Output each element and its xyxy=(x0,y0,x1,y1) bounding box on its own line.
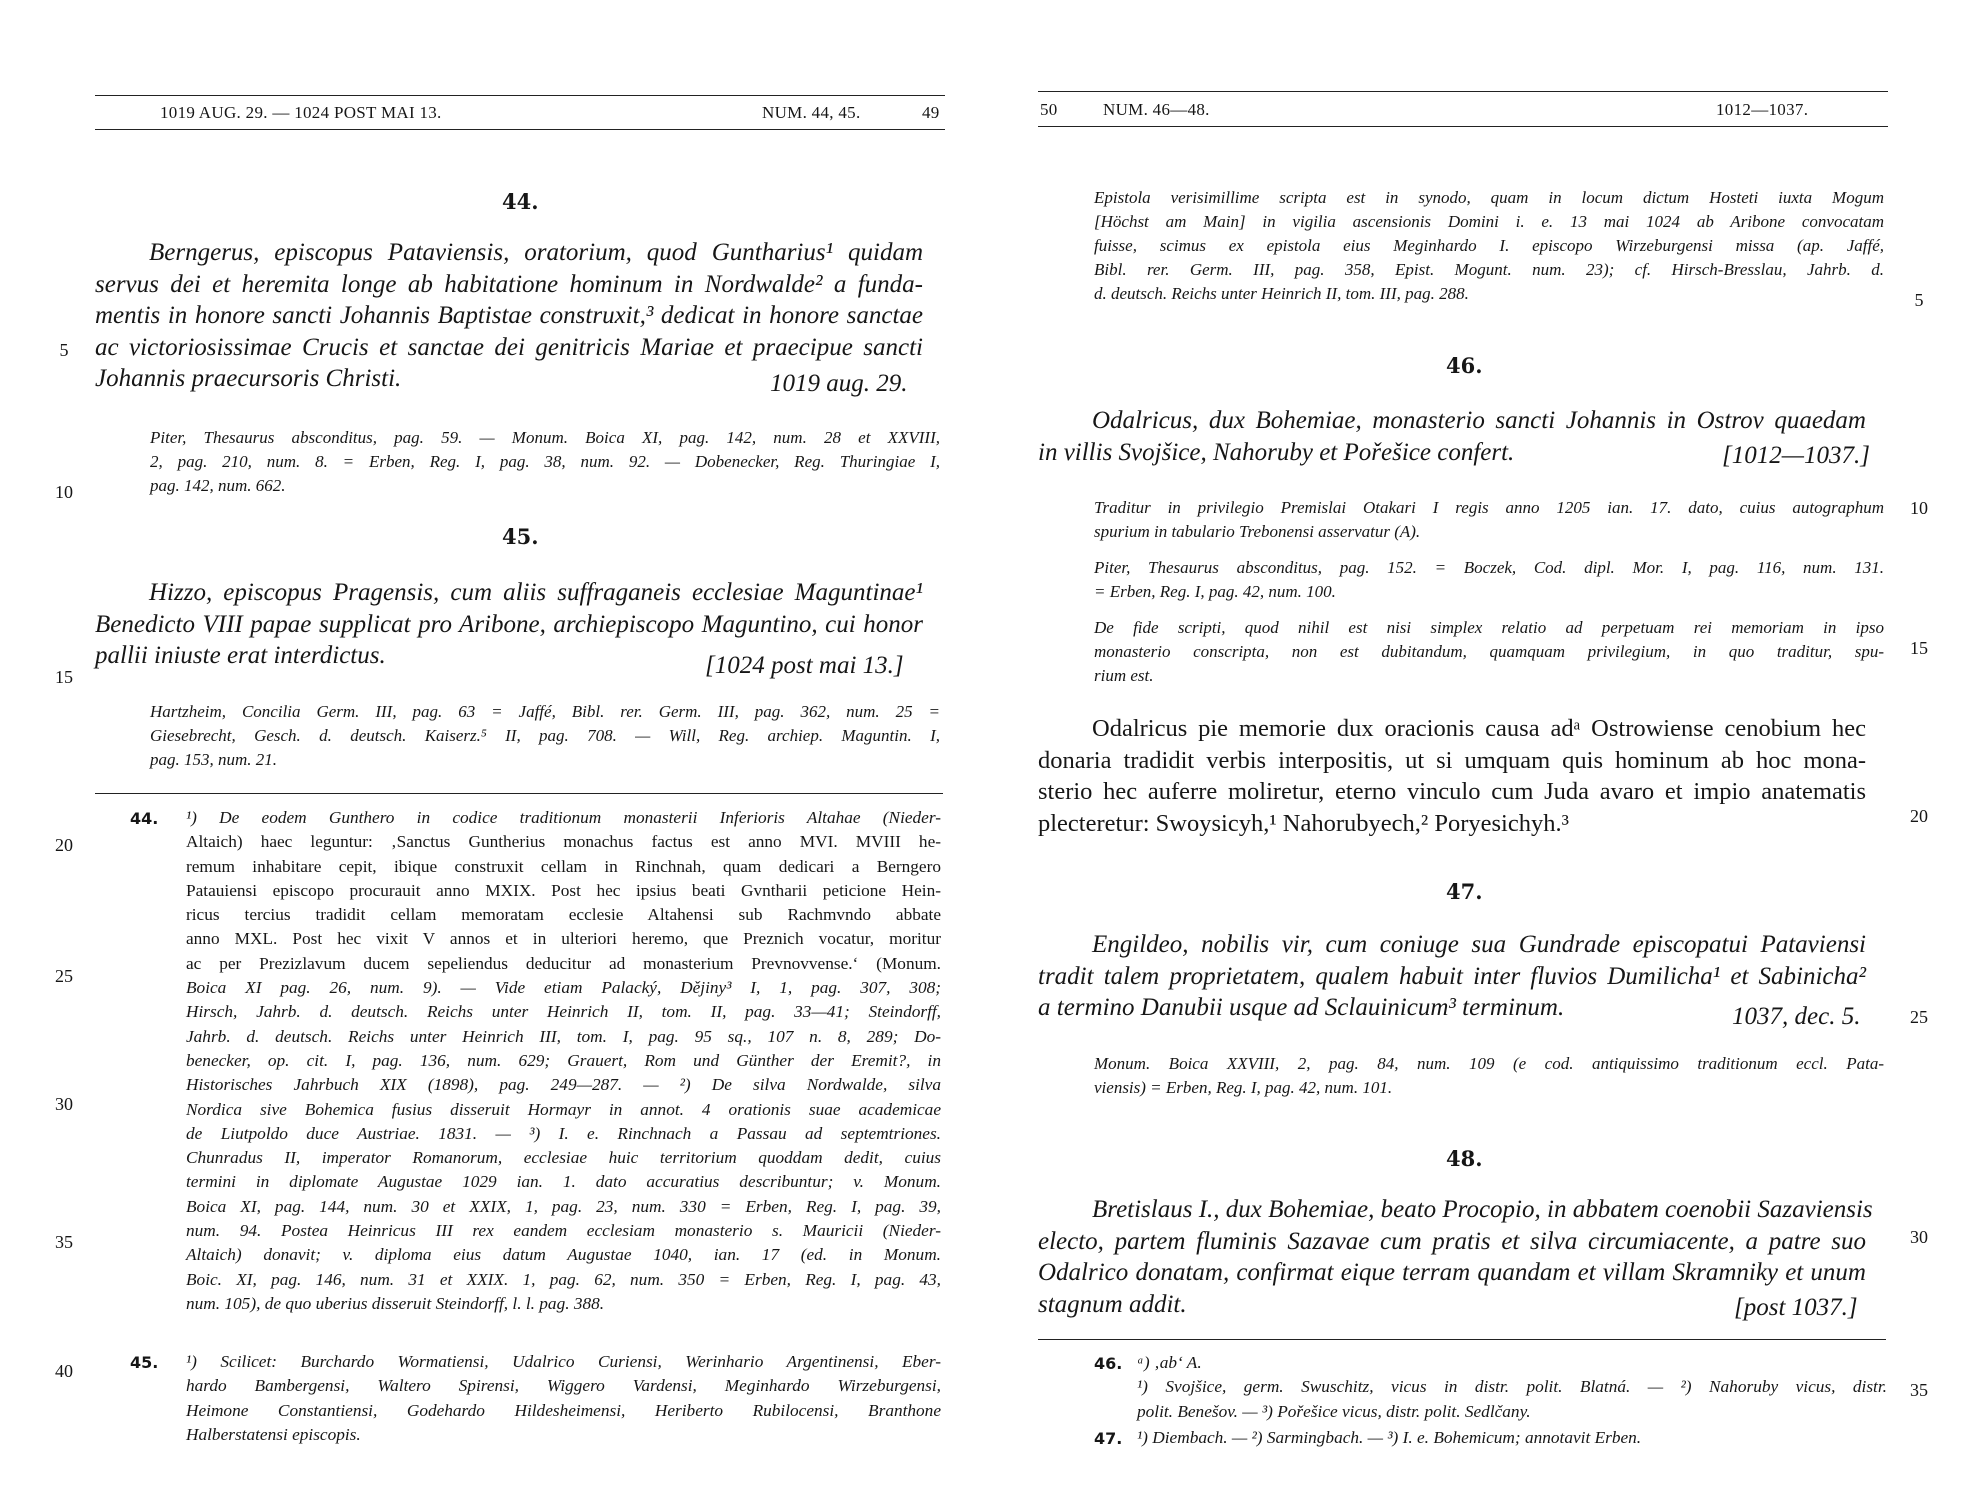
note-line: = Erben, Reg. I, pag. 42, num. 100. xyxy=(1094,582,1336,601)
text-46 xyxy=(1038,713,1866,839)
note-line: De fide scripti, quod nihil est nisi simplex relatio ad perpetuam rei memoriam in ipso xyxy=(1094,618,1884,637)
note-line: spurium in tabulario Trebonensi asservatur (A). xyxy=(1094,522,1421,541)
entry-number: 45. xyxy=(502,524,539,549)
intro-line: Epistola verisimillime scripta est in synodo, quam in locum dictum Hosteti iuxta Mogum xyxy=(1094,188,1884,207)
footnote-line: Boic. XI, pag. 146, num. 31 et XXIX. 1, pag. 62, num. 350 = Erben, Reg. I, pag. 43, xyxy=(186,1269,941,1289)
intro-line: [Höchst am Main] in vigilia ascensionis Domini i. e. 13 mai 1024 ab Aribone convocatam xyxy=(1094,212,1884,231)
footnote-line: Altaich) donavit; v. diploma eius datum Augustae 1040, ian. 17 (ed. in Monum. xyxy=(186,1245,941,1265)
line-number: 30 xyxy=(1910,1227,1928,1247)
line-number: 15 xyxy=(55,667,73,687)
regest-line: Odalricus, dux Bohemiae, monasterio sancti Johannis in Ostrov quaedam xyxy=(1092,407,1866,434)
footnote-line: ac per Prezizlavum ducem sepeliendus deducitur ad monasterium Prevnovvense.‘ (Monum. xyxy=(186,953,941,973)
footnote-line: termini in diplomate Augustae 1029 ian. 1. dato accuratius describuntur; v. Monum. xyxy=(186,1172,941,1192)
text-line: sterio hec auferre moliretur, eterno vinculo cum Juda avaro et impio anatematis xyxy=(1038,778,1866,805)
biblio-line: pag. 153, num. 21. xyxy=(150,750,278,769)
note-line: monasterio conscripta, non est dubitandum, quamquam privilegium, in quo traditur, spu- xyxy=(1094,642,1884,661)
footnote-line: Jahrb. d. deutsch. Reichs unter Heinrich III, tom. I, pag. 95 sq., 107 n. 8, 289; Do- xyxy=(186,1026,941,1046)
line-number: 20 xyxy=(1910,806,1928,826)
footnote-line: Boica XI, pag. 144, num. 30 et XXIX, 1, pag. 23, num. 330 = Erben, Reg. I, pag. 39, xyxy=(186,1196,941,1216)
left-header-dates: 1019 AUG. 29. — 1024 POST MAI 13. xyxy=(160,103,442,122)
intro-note xyxy=(1094,186,1884,306)
footnote-line: ricus tercius tradidit cellam memoratam ecclesie Altahensi sub Rachmvndo abbate xyxy=(186,905,941,925)
intro-line: d. deutsch. Reichs unter Heinrich II, tom. III, pag. 288. xyxy=(1094,284,1469,303)
biblio-line: pag. 142, num. 662. xyxy=(150,476,286,495)
regest-line: electo, partem fluminis Sazavae cum pratis et silva circumiacente, a patre suo xyxy=(1038,1227,1866,1255)
line-number: 30 xyxy=(55,1094,73,1114)
footnote-line: ᵃ) ‚ab‘ A. xyxy=(1137,1353,1202,1372)
regest-line: Engildeo, nobilis vir, cum coniuge sua Gundrade episcopatui Pataviensi xyxy=(1092,931,1866,958)
line-number: 10 xyxy=(1910,498,1928,518)
text-line: plecteretur: Swoysicyh,¹ Nahorubyech,² Poryesichyh.³ xyxy=(1038,809,1569,837)
line-number: 15 xyxy=(1910,638,1928,658)
footnote-key: 44. xyxy=(130,809,159,828)
regest-line: in villis Svojšice, Nahoruby et Pořešice confert. xyxy=(1038,438,1515,466)
footnote-line: num. 105), de quo uberius disseruit Steindorff, l. l. pag. 388. xyxy=(186,1293,605,1313)
footnote-rule xyxy=(95,793,943,794)
biblio-45 xyxy=(150,700,940,772)
footnote-line: hardo Bambergensi, Waltero Spirensi, Wiggero Vardensi, Meginhardo Wirzeburgensi, xyxy=(186,1376,941,1396)
footnote-line: anno MXL. Post hec vixit V annos et in ulteriori heremo, que Preznich vocatur, moritur xyxy=(186,929,941,949)
regest-line: Berngerus, episcopus Pataviensis, oratorium, quod Guntharius¹ quidam xyxy=(149,239,923,266)
note-line: viensis) = Erben, Reg. I, pag. 42, num. 101. xyxy=(1094,1078,1393,1097)
left-header-rule-bottom xyxy=(95,129,945,130)
line-number: 10 xyxy=(55,482,73,502)
line-number: 20 xyxy=(55,835,73,855)
footnote-line: de Liutpoldo duce Austriae. 1831. — ³) I. e. Rinchnach a Passau ad septemtriones. xyxy=(186,1123,941,1143)
footnote-key: 45. xyxy=(130,1353,159,1372)
right-header-rule-bottom xyxy=(1038,126,1888,127)
note-line: Piter, Thesaurus absconditus, pag. 152. = Boczek, Cod. dipl. Mor. I, pag. 116, num. 131. xyxy=(1094,558,1884,577)
entry-date: [1024 post mai 13.] xyxy=(705,652,904,679)
footnote-rule xyxy=(1038,1339,1886,1340)
intro-line: Bibl. rer. Germ. III, pag. 358, Epist. Mogunt. num. 23); cf. Hirsch-Bresslau, Jahrb. d. xyxy=(1094,260,1884,279)
notes-46-c xyxy=(1094,616,1884,688)
left-page-number: 49 xyxy=(922,103,940,122)
regest-line: ac victoriosissimae Crucis et sanctae dei genitricis Mariae et praecipue sancti xyxy=(95,333,923,361)
regest-line: stagnum addit. xyxy=(1038,1290,1187,1318)
entry-number: 46. xyxy=(1446,353,1483,378)
note-line: Monum. Boica XXVIII, 2, pag. 84, num. 109 (e cod. antiquissimo traditionum eccl. Pata- xyxy=(1094,1054,1884,1073)
regest-line: servus dei et heremita longe ab habitatione hominum in Nordwalde² a funda- xyxy=(95,270,923,298)
line-number: 35 xyxy=(1910,1380,1928,1400)
line-number: 40 xyxy=(55,1361,73,1381)
biblio-line: Hartzheim, Concilia Germ. III, pag. 63 = Jaffé, Bibl. rer. Germ. III, pag. 362, num. 25 = xyxy=(150,702,940,721)
footnote-line: Chunradus II, imperator Romanorum, ecclesiae huic territorium quoddam dedit, cuius xyxy=(186,1148,941,1168)
footnote-line: remum inhabitare cepit, ibique construxit cellam in Rinchnah, quam dedicari a Berngero xyxy=(186,856,941,876)
right-header-dates: 1012—1037. xyxy=(1716,100,1809,119)
entry-date: 1019 aug. 29. xyxy=(770,370,908,397)
regest-line: Benedicto VIII papae supplicat pro Aribone, archiepiscopo Maguntino, cui honor xyxy=(95,610,923,638)
entry-date: 1037, dec. 5. xyxy=(1732,1003,1861,1030)
footnote-line: Heimone Constantiensi, Godehardo Hildesheimensi, Heriberto Rubilocensi, Branthone xyxy=(186,1400,941,1420)
line-number: 25 xyxy=(55,966,73,986)
entry-number: 44. xyxy=(502,189,539,214)
footnote-line: num. 94. Postea Heinricus III rex eandem ecclesiam monasterio s. Mauricii (Nieder- xyxy=(186,1221,941,1241)
footnotes-44 xyxy=(186,806,941,1316)
regest-line: tradit talem proprietatem, qualem habuit inter fluvios Dumilicha¹ et Sabinicha² xyxy=(1038,962,1866,990)
footnotes-47 xyxy=(1137,1426,1887,1450)
footnote-line: Altaich) haec leguntur: ‚Sanctus Guntherius monachus factus est anno MVI. MVIII he- xyxy=(186,832,941,852)
footnote-line: ¹) De eodem Gunthero in codice traditionum monasterii Inferioris Altahae (Nieder- xyxy=(186,808,941,827)
regest-line: Odalrico donatam, confirmat eique terram quandam et villam Skramniky et unum xyxy=(1038,1259,1866,1286)
regest-line: Hizzo, episcopus Pragensis, cum aliis suffraganeis ecclesiae Maguntinae¹ xyxy=(149,579,923,606)
footnote-line: ¹) Diembach. — ²) Sarmingbach. — ³) I. e. Bohemicum; annotavit Erben. xyxy=(1137,1428,1642,1447)
text-line: donaria tradidit verbis interpositis, ut si umquam quis hominum ab hoc mona- xyxy=(1038,746,1866,774)
right-header-rule-top xyxy=(1038,91,1888,92)
entry-number: 48. xyxy=(1446,1146,1483,1171)
text-line: Odalricus pie memorie dux oracionis causa adᵃ Ostrowiense cenobium hec xyxy=(1092,715,1866,742)
footnotes-45 xyxy=(186,1350,941,1447)
footnote-line: Patauiensi episcopo procurauit anno MXIX. Post hec ipsius beati Gvntharii peticione Hein- xyxy=(186,880,941,900)
line-number: 35 xyxy=(55,1232,73,1252)
notes-47 xyxy=(1094,1052,1884,1100)
regest-line: a termino Danubii usque ad Sclauinicum³ terminum. xyxy=(1038,994,1565,1021)
right-header-num: NUM. 46—48. xyxy=(1103,100,1210,119)
line-number: 25 xyxy=(1910,1007,1928,1027)
note-line: Traditur in privilegio Premislai Otakari I regis anno 1205 ian. 17. dato, cuius autographum xyxy=(1094,498,1884,517)
footnote-key: 47. xyxy=(1094,1429,1123,1448)
biblio-line: Giesebrecht, Gesch. d. deutsch. Kaiserz.⁵ II, pag. 708. — Will, Reg. archiep. Maguntin. I, xyxy=(150,726,940,745)
footnote-line: Boica XI pag. 26, num. 9). — Vide etiam Palacký, Dějiny³ I, 1, pag. 307, 308; xyxy=(186,978,941,998)
regest-line: Bretislaus I., dux Bohemiae, beato Procopio, in abbatem coenobii Sazaviensis xyxy=(1092,1196,1873,1223)
footnote-line: ¹) Svojšice, germ. Swuschitz, vicus in distr. polit. Blatná. — ²) Nahoruby vicus, distr. xyxy=(1137,1377,1887,1397)
footnote-line: Nordica sive Bohemica fusius disseruit Hormayr in annot. 4 orationis suae academicae xyxy=(186,1099,941,1119)
biblio-line: 2, pag. 210, num. 8. = Erben, Reg. I, pag. 38, num. 92. — Dobenecker, Reg. Thuringiae I, xyxy=(150,452,940,471)
intro-line: fuisse, scimus ex epistola eius Meginhardo I. episcopo Wirzeburgensi missa (ap. Jaffé, xyxy=(1094,236,1884,255)
footnote-line: Hirsch, Jahrb. d. deutsch. Reichs unter Heinrich II, tom. II, pag. 33—41; Steindorff, xyxy=(186,1002,941,1022)
footnote-key: 46. xyxy=(1094,1354,1123,1373)
right-page-number: 50 xyxy=(1040,100,1058,119)
footnote-line: Historisches Jahrbuch XIX (1898), pag. 249—287. — ²) De silva Nordwalde, silva xyxy=(186,1075,941,1095)
biblio-line: Piter, Thesaurus absconditus, pag. 59. — Monum. Boica XI, pag. 142, num. 28 et XXVIII, xyxy=(150,428,940,447)
regest-line: mentis in honore sancti Johannis Baptistae construxit,³ dedicat in honore sanctae xyxy=(95,302,923,329)
regest-line: Johannis praecursoris Christi. xyxy=(95,365,402,392)
entry-date: [post 1037.] xyxy=(1734,1294,1858,1321)
regest-line: pallii iniuste erat interdictus. xyxy=(95,642,386,669)
line-number: 5 xyxy=(59,340,69,360)
line-number: 5 xyxy=(1914,290,1924,310)
biblio-44 xyxy=(150,426,940,498)
footnotes-46 xyxy=(1137,1351,1887,1424)
footnote-line: polit. Benešov. — ³) Pořešice vicus, distr. polit. Sedlčany. xyxy=(1137,1401,1531,1421)
notes-46-a xyxy=(1094,496,1884,544)
footnote-line: benecker, op. cit. I, pag. 136, num. 629; Grauert, Rom und Günther der Eremit?, in xyxy=(186,1050,941,1070)
left-header-rule-top xyxy=(95,95,945,96)
left-header-num: NUM. 44, 45. xyxy=(762,103,861,122)
entry-date: [1012—1037.] xyxy=(1722,442,1870,469)
footnote-line: ¹) Scilicet: Burchardo Wormatiensi, Udalrico Curiensi, Werinhario Argentinensi, Eber- xyxy=(186,1352,941,1371)
entry-number: 47. xyxy=(1446,879,1483,904)
note-line: rium est. xyxy=(1094,666,1154,685)
notes-46-b xyxy=(1094,556,1884,604)
footnote-line: Halberstatensi episcopis. xyxy=(186,1424,361,1444)
